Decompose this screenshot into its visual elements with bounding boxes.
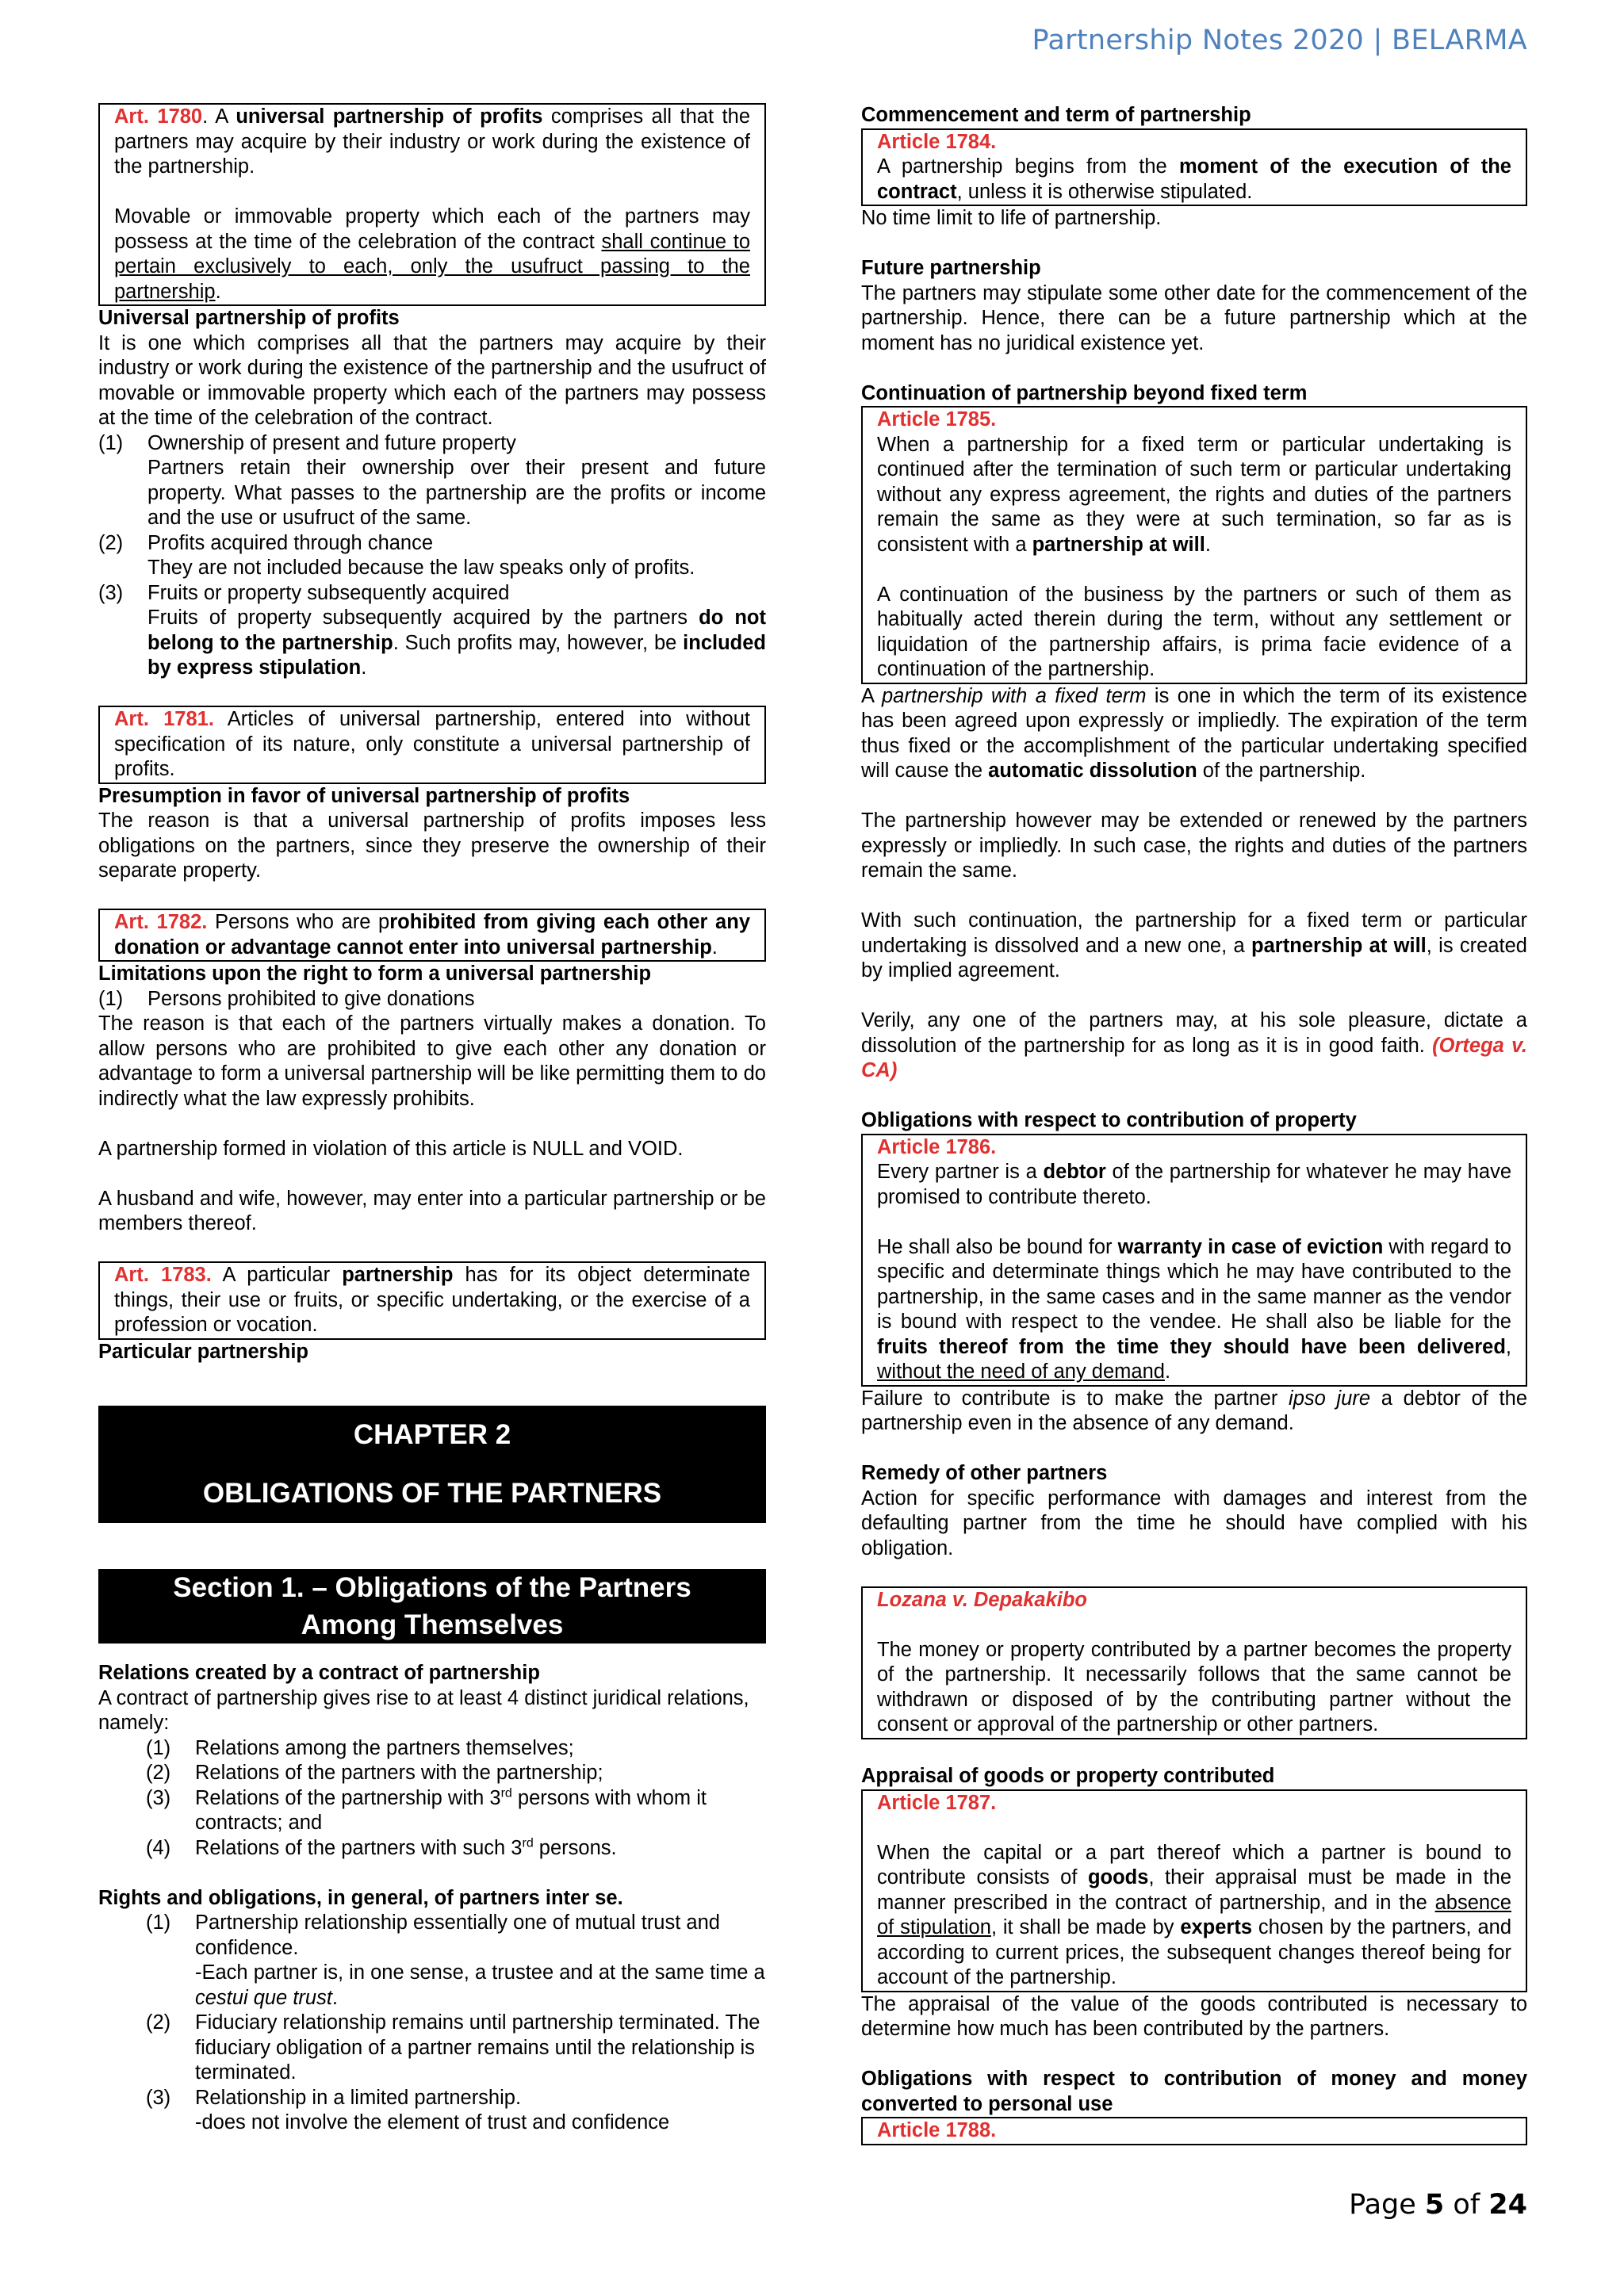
paragraph: No time limit to life of partnership. bbox=[861, 207, 1162, 229]
article-1786-box: Article 1786. Every partner is a debtor of the partnership for whatever he may have promised to contribute thereto. He shall also be bound for warranty in case of eviction with regard to specific and determinate things which he may have contributed to the partnership, in the same cases and in the same manner as the vendor is bound with respect to the vendee. He shall also be liable for the fruits thereof from the time they should have been delivered, without the need of any demand. bbox=[861, 1134, 1527, 1387]
article-label: Article 1787. bbox=[877, 1791, 997, 1814]
paragraph: The partnership however may be extended or renewed by the partners expressly or impliedly. In such case, the rights and duties of the partners remain the same. bbox=[861, 809, 1527, 882]
section-heading: Obligations with respect to contribution of money and money converted to personal use bbox=[861, 2068, 1527, 2115]
list-item: (2) Profits acquired through chance bbox=[98, 531, 434, 554]
section-heading: Future partnership bbox=[861, 257, 1041, 279]
article-1784-box: Article 1784. A partnership begins from the moment of the execution of the contract, unless it is otherwise stipulated. bbox=[861, 128, 1527, 207]
running-header: Partnership Notes 2020 | BELARMA bbox=[1032, 25, 1527, 56]
list-item: (4) Relations of the partners with such 3rd persons. bbox=[146, 1836, 617, 1859]
section-banner: Section 1. – Obligations of the Partners Among Themselves bbox=[98, 1569, 766, 1644]
list-item: (3) Relationship in a limited partnership. -does not involve the element of trust and confidence bbox=[146, 2086, 670, 2133]
section-heading: Obligations with respect to contribution of property bbox=[861, 1109, 1357, 1131]
article-label: Art. 1783. bbox=[114, 1264, 212, 1286]
list-item: (2) Fiduciary relationship remains until partnership terminated. The fiduciary obligation of a partner remains until the relationship is terminated. bbox=[146, 2011, 760, 2084]
case-box: Lozana v. Depakakibo The money or property contributed by a partner becomes the property of the partnership. It necessarily follows that the same cannot be withdrawn or disposed of by the contributing partner without the consent or approval of the partnership or other partners. bbox=[861, 1586, 1527, 1739]
page-footer: Page 5 of 24 bbox=[1349, 2189, 1527, 2221]
section-heading: Particular partnership bbox=[98, 1340, 308, 1363]
list-item: (3) Fruits or property subsequently acquired bbox=[98, 581, 510, 604]
article-1787-box: Article 1787. When the capital or a part thereof which a partner is bound to contribute consists of goods, their appraisal must be made in the manner prescribed in the contract of partnership, and in the absence of stipulation, it shall be made by experts chosen by the partners, and according to current prices, the subsequent changes thereof being for account of the partnership. bbox=[861, 1789, 1527, 1992]
paragraph: A partnership formed in violation of this article is NULL and VOID. bbox=[98, 1137, 684, 1160]
paragraph: The reason is that a universal partnership of profits imposes less obligations on the partners, since they preserve the ownership of their separate property. bbox=[98, 809, 766, 882]
case-title: Lozana v. Depakakibo bbox=[877, 1588, 1088, 1611]
chapter-banner: CHAPTER 2 OBLIGATIONS OF THE PARTNERS bbox=[98, 1406, 766, 1523]
paragraph: A contract of partnership gives rise to at least 4 distinct juridical relations, namely: bbox=[98, 1686, 749, 1734]
section-heading: Relations created by a contract of partnership bbox=[98, 1662, 540, 1684]
section-heading: Rights and obligations, in general, of partners inter se. bbox=[98, 1886, 623, 1909]
list-item: (3) Relations of the partnership with 3rd persons with whom it contracts; and bbox=[146, 1786, 707, 1834]
article-1781-box: Art. 1781. Articles of universal partnership, entered into without specification of its nature, only constitute a universal partnership of profits. bbox=[98, 706, 766, 784]
paragraph: With such continuation, the partnership for a fixed term or particular undertaking is dissolved and a new one, a partnership at will, is created by implied agreement. bbox=[861, 909, 1527, 982]
list-item: (1) Relations among the partners themselves; bbox=[146, 1736, 574, 1759]
left-column bbox=[98, 103, 766, 2136]
paragraph: Failure to contribute is to make the partner ipso jure a debtor of the partnership even in the absence of any demand. bbox=[861, 1387, 1528, 1434]
article-label: Art. 1780 bbox=[114, 105, 203, 128]
list-item: (1) Ownership of present and future property bbox=[98, 431, 516, 454]
article-label: Article 1786. bbox=[877, 1135, 997, 1158]
article-1782-box: Art. 1782. Persons who are prohibited from giving each other any donation or advantage cannot enter into universal partnership. bbox=[98, 909, 766, 962]
paragraph: The appraisal of the value of the goods contributed is necessary to determine how much has been contributed by the partners. bbox=[861, 1992, 1527, 2040]
paragraph: The partners may stipulate some other date for the commencement of the partnership. Hence, there can be a future partnership which at the moment has no juridical existence yet. bbox=[861, 281, 1527, 354]
right-column bbox=[861, 103, 1527, 2145]
article-label: Art. 1782. bbox=[114, 911, 208, 933]
section-heading: Remedy of other partners bbox=[861, 1462, 1108, 1484]
paragraph: Verily, any one of the partners may, at his sole pleasure, dictate a dissolution of the partnership for as long as it is in good faith. (Ortega v. CA) bbox=[861, 1009, 1527, 1081]
paragraph: Action for specific performance with damages and interest from the defaulting partner from the time he should have complied with his obligation. bbox=[861, 1487, 1527, 1559]
paragraph: A partnership with a fixed term is one in which the term of its existence has been agreed upon expressly or impliedly. The expiration of the term thus fixed or the accomplishment of the particular undertaking specified will cause the automatic dissolution of the partnership. bbox=[861, 684, 1527, 782]
section-heading: Presumption in favor of universal partnership of profits bbox=[98, 784, 630, 807]
list-item-detail: They are not included because the law speaks only of profits. bbox=[147, 557, 695, 579]
list-item: (1) Persons prohibited to give donations bbox=[98, 987, 475, 1010]
paragraph: A husband and wife, however, may enter into a particular partnership or be members thereof. bbox=[98, 1187, 766, 1234]
section-heading: Commencement and term of partnership bbox=[861, 104, 1251, 126]
list-item-detail: Partners retain their ownership over their present and future property. What passes to the partnership are the profits or income and the use or usufruct of the same. bbox=[147, 457, 766, 529]
paragraph: It is one which comprises all that the partners may acquire by their industry or work during the existence of the partnership and the usufruct of movable or immovable property which each of the partners may possess at the time of the celebration of the contract. bbox=[98, 331, 766, 429]
article-label: Article 1788. bbox=[877, 2119, 997, 2141]
section-heading: Continuation of partnership beyond fixed term bbox=[861, 381, 1308, 404]
section-heading: Universal partnership of profits bbox=[98, 307, 400, 329]
article-1783-box: Art. 1783. A particular partnership has for its object determinate things, their use or fruits, or specific undertaking, or the exercise of a profession or vocation. bbox=[98, 1261, 766, 1340]
article-1780-box: Art. 1780. A universal partnership of profits comprises all that the partners may acquire by their industry or work during the existence of the partnership. Movable or immovable property which each of the partners may possess at the time of the celebration of the contract shall continue to pertain exclusively to each, only the usufruct passing to the partnership. bbox=[98, 103, 766, 306]
list-item: (2) Relations of the partners with the partnership; bbox=[146, 1762, 603, 1784]
list-item: (1) Partnership relationship essentially one of mutual trust and confidence. -Each partner is, in one sense, a trustee and at the same time a cestui que trust. bbox=[146, 1911, 765, 2009]
article-1785-box: Article 1785. When a partnership for a fixed term or particular undertaking is continued after the termination of such term or particular undertaking without any express agreement, the rights and duties of the partners remain the same as they were at such termination, so far as is consistent with a partnership at will. A continuation of the business by the partners or such of them as habitually acted therein during the term, without any settlement or liquidation of the partnership affairs, is prima facie evidence of a continuation of the partnership. bbox=[861, 406, 1527, 684]
paragraph: The reason is that each of the partners virtually makes a donation. To allow persons who are prohibited to give each other any donation or advantage to form a universal partnership will be like permitting them to do indirectly what the law expressly prohibits. bbox=[98, 1012, 766, 1110]
article-label: Article 1784. bbox=[877, 130, 997, 153]
section-heading: Limitations upon the right to form a universal partnership bbox=[98, 962, 652, 985]
article-label: Art. 1781. bbox=[114, 708, 214, 730]
section-heading: Appraisal of goods or property contributed bbox=[861, 1765, 1275, 1787]
case-citation: (Ortega v. CA) bbox=[861, 1034, 1527, 1081]
list-item-detail: Fruits of property subsequently acquired by the partners do not belong to the partnership. Such profits may, however, be included by express stipulation. bbox=[147, 607, 766, 679]
article-1788-box bbox=[861, 2117, 1527, 2145]
article-label: Article 1785. bbox=[877, 408, 997, 430]
